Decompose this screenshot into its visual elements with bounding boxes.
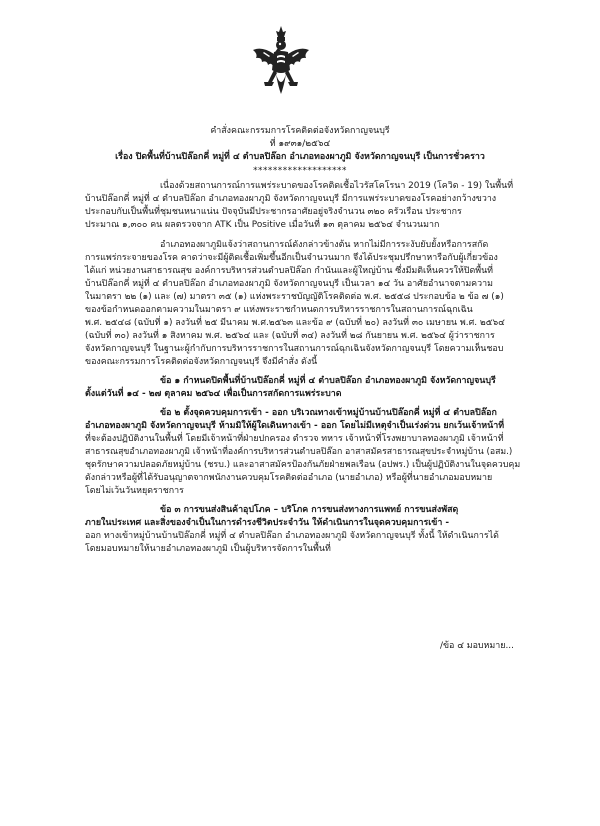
item3-line: ข้อ ๓ การขนส่งสินค้าอุปโภค – บริโภค การขนส่งทางการแพทย์ การขนส่งพัสดุ (160, 505, 459, 515)
para2-line: ได้แก่ หน่วยงานสาธารณสุข องค์การบริหารส่วนตำบลปิล๊อก กำนันและผู้ใหญ่บ้าน ซึ่งมีมติเห็นควรให้ปิดพื้นที่ (85, 266, 494, 276)
item2-line: ข้อ ๒ ตั้งจุดควบคุมการเข้า - ออก บริเวณทางเข้าหมู่บ้านบ้านปิล๊อกคี่ หมู่ที่ ๔ ตำบลปิล๊อก (160, 408, 497, 418)
garuda-emblem-icon (250, 24, 312, 96)
para2-line: (ฉบับที่ ๓๐) ลงวันที่ ๑ สิงหาคม พ.ศ. ๒๕๖๔ และ (ฉบับที่ ๓๔) ลงวันที่ ๒๘ กันยายน พ.ศ. ๒๕๖๔ ผู้ว่าราชการ (85, 331, 495, 341)
item1-line: ตั้งแต่วันที่ ๑๔ - ๒๗ ตุลาคม ๒๕๖๔ เพื่อเป็นการสกัดการแพร่ระบาด (85, 389, 342, 399)
para2-line: ของข้อกำหนดออกตามความในมาตรา ๙ แห่งพระราชกำหนดการบริหารราชการในสถานการณ์ฉุกเฉิน (85, 305, 473, 315)
order-title: คำสั่งคณะกรรมการโรคติดต่อจังหวัดกาญจนบุรี (210, 126, 390, 136)
stars-divider: ******************* (253, 166, 347, 176)
para1-line: ประมาณ ๑,๓๐๐ คน ผลตรวจจาก ATK เป็น Positive เมื่อวันที่ ๑๓ ตุลาคม ๒๕๖๔ จำนวนมาก (85, 220, 440, 230)
para2-line: การแพร่กระจายของโรค คาดว่าจะมีผู้ติดเชื้อเพิ่มขึ้นอีกเป็นจำนวนมาก จึงได้ประชุมปรึกษาหารือกับผู้เกี่ยวข้อง (85, 253, 498, 263)
item3-line: ออก ทางเข้าหมู่บ้านบ้านปิล๊อกคี่ หมู่ที่ ๔ ตำบลปิล๊อก อำเภอทองผาภูมิ จังหวัดกาญจนบุรี ทั้งนี้ ให้ดำเนินการได้ (85, 531, 499, 541)
item1-line: ข้อ ๑ กำหนดปิดพื้นที่บ้านปิล๊อกคี่ หมู่ที่ ๔ ตำบลปิล๊อก อำเภอทองผาภูมิ จังหวัดกาญจนบุรี (160, 376, 496, 386)
item2-line: ชุดรักษาความปลอดภัยหมู่บ้าน (ชรบ.) และอาสาสมัครป้องกันภัยฝ่ายพลเรือน (อปพร.) เป็นผู้ปฏิบัติงานในจุดควบคุม (85, 460, 521, 470)
item3-line: ภายในประเทศ และสิ่งของจำเป็นในการดำรงชีวิตประจำวัน ให้ดำเนินการในจุดควบคุมการเข้า - (85, 518, 450, 528)
item2-line: โดยไม่เว้นวันหยุดราชการ (85, 486, 184, 496)
para1-line: ประกอบกับเป็นพื้นที่ชุมชนหนาแน่น ปัจจุบันมีประชากรอาศัยอยู่จริงจำนวน ๓๒๐ ครัวเรือน ประชากร (85, 207, 462, 217)
item2-line: ที่จะต้องปฏิบัติงานในพื้นที่ โดยมีเจ้าหน้าที่ฝ่ายปกครอง ตำรวจ ทหาร เจ้าหน้าที่โรงพยาบาลทองผาภูมิ เจ้าหน้าที่ (85, 434, 504, 444)
item2-line: สาธารณสุขอำเภอทองผาภูมิ เจ้าหน้าที่องค์การบริหารส่วนตำบลปิล๊อก อาสาสมัครสาธารณสุขประจำหมู่บ้าน (อสม.) (85, 447, 513, 457)
para1-line: เนื่องด้วยสถานการณ์การแพร่ระบาดของโรคติดเชื้อไวรัสโคโรนา 2019 (โควิด - 19) ในพื้นที่ (160, 181, 514, 191)
item2-line: ดังกล่าวหรือผู้ที่ได้รับอนุญาตจากพนักงานควบคุมโรคติดต่ออำเภอ (นายอำเภอ) หรือผู้ที่นายอำเภอมอบหมาย (85, 473, 493, 483)
item3-line: โดยมอบหมายให้นายอำเภอทองผาภูมิ เป็นผู้บริหารจัดการในพื้นที่ (85, 544, 331, 554)
order-number: ที่ ๑๙๓๑/๒๕๖๔ (269, 139, 331, 149)
para2-line: ในมาตรา ๒๒ (๑) และ (๗) มาตรา ๓๕ (๑) แห่งพระราชบัญญัติโรคติดต่อ พ.ศ. ๒๕๕๘ ประกอบข้อ ๒ ข้อ ๗ (๑) (85, 292, 504, 302)
para2-line: จังหวัดกาญจนบุรี ในฐานะผู้กำกับการบริหารราชการในสถานการณ์ฉุกเฉินจังหวัดกาญจนบุรี โดยความเห็นชอบ (85, 344, 504, 354)
subject-line: เรื่อง ปิดพื้นที่บ้านปิล๊อกคี่ หมู่ที่ ๔ ตำบลปิล๊อก อำเภอทองผาภูมิ จังหวัดกาญจนบุรี เป็นการชั่วคราว (115, 152, 485, 162)
para1-line: บ้านปิล๊อกคี่ หมู่ที่ ๔ ตำบลปิล๊อก อำเภอทองผาภูมิ จังหวัดกาญจนบุรี มีการแพร่ระบาดของโรคอย่างกว้างขวาง (85, 194, 497, 204)
item2-line: อำเภอทองผาภูมิ จังหวัดกาญจนบุรี ห้ามมิให้ผู้ใดเดินทางเข้า - ออก โดยไม่มีเหตุจำเป็นเร่งด่วน ยกเว้นเจ้าหน้าที่ (85, 421, 505, 431)
continued-marker: /ข้อ ๔ มอบหมาย... (440, 641, 514, 651)
para2-line: อำเภอทองผาภูมิแจ้งว่าสถานการณ์ดังกล่าวข้างต้น หากไม่มีการระงับยับยั้งหรือการสกัด (160, 240, 489, 250)
para2-line: ของคณะกรรมการโรคติดต่อจังหวัดกาญจนบุรี จึงมีคำสั่ง ดังนี้ (85, 357, 318, 367)
para2-line: พ.ศ. ๒๕๔๘ (ฉบับที่ ๑) ลงวันที่ ๒๕ มีนาคม พ.ศ.๒๕๖๓ และข้อ ๙ (ฉบับที่ ๒๐) ลงวันที่ ๓๐ เมษายน พ.ศ. ๒๕๖๔ (85, 318, 505, 328)
para2-line: บ้านปิล๊อกคี่ หมู่ที่ ๔ ตำบลปิล๊อก อำเภอทองผาภูมิ จังหวัดกาญจนบุรี เป็นเวลา ๑๔ วัน อาศัยอำนาจตามความ (85, 279, 493, 289)
